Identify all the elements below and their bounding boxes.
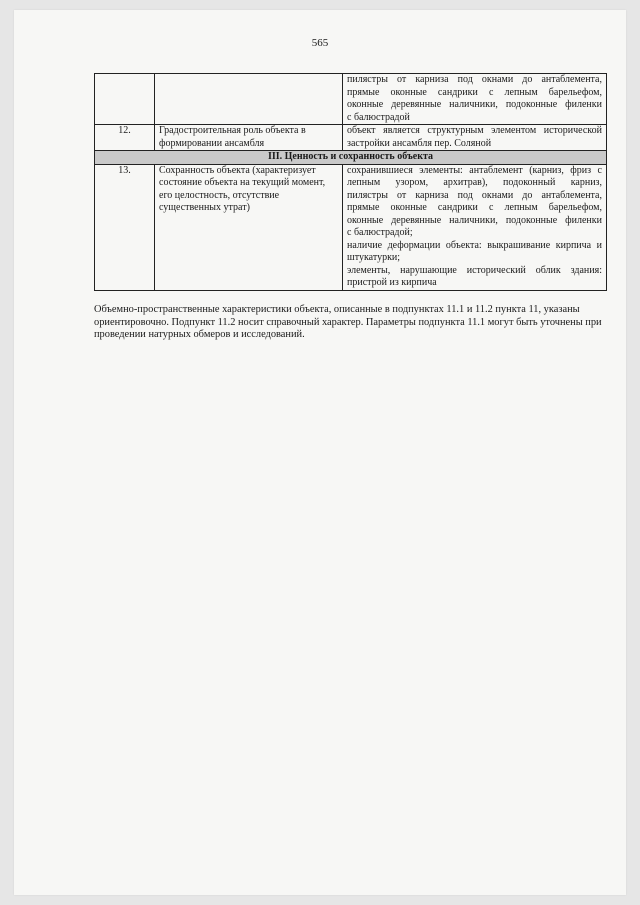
row-name xyxy=(155,74,343,125)
description-line: сохранившиеся элементы: антаблемент (карниз, фриз с xyxy=(347,164,602,176)
description-line: с балюстрадой xyxy=(347,111,410,123)
row-description xyxy=(343,164,607,290)
description-line: оконные деревянные наличники, подоконные филенки xyxy=(347,214,602,226)
description-line: лепным узором, архитрав), подоконный карниз, xyxy=(347,177,602,188)
row-number: 12. xyxy=(95,125,155,151)
section-title: III. Ценность и сохранность объекта xyxy=(95,151,607,165)
row-number: 13. xyxy=(95,164,155,290)
row-description xyxy=(343,74,607,125)
row-description xyxy=(343,125,607,151)
description-line: пилястры от карниза под окнами до антаблемента, xyxy=(347,74,602,85)
row-name: Сохранность объекта (характеризует состояние объекта на текущий момент, его целостность, отсутствие существенных утрат) xyxy=(155,164,343,290)
description-line: элементы, нарушающие исторический облик здания: xyxy=(347,264,602,276)
description-line: оконные деревянные наличники, подоконные филенки xyxy=(347,99,602,110)
table-row xyxy=(95,125,607,151)
description-line: с балюстрадой; xyxy=(347,227,413,238)
row-number xyxy=(95,74,155,125)
page-number: 565 xyxy=(311,37,329,49)
document-page xyxy=(14,10,626,895)
section-header-row xyxy=(95,151,607,165)
description-line: прямые оконные сандрики с лепным барельефом, xyxy=(347,202,602,213)
description-line: объект является структурным элементом исторической xyxy=(347,125,602,136)
footnote-paragraph: Объемно-пространственные характеристики объекта, описанные в подпунктах 11.1 и 11.2 пункта 11, указаны ориентировочно. Подпункт 11.2 носит справочный характер. Параметры подпункта 11.1 могут быть уточнены при проведении натурных обмеров и исследований. xyxy=(94,304,602,340)
row-name: Градостроительная роль объекта в формировании ансамбля xyxy=(155,125,343,151)
description-line: пристрой из кирпича xyxy=(347,277,437,288)
description-line: наличие деформации объекта: выкрашивание кирпича и xyxy=(347,239,602,251)
description-line: прямые оконные сандрики с лепным барельефом, xyxy=(347,86,602,98)
object-characteristics-table xyxy=(94,73,607,291)
description-line: пилястры от карниза под окнами до антаблемента, xyxy=(347,189,602,201)
description-line: штукатурки; xyxy=(347,252,401,263)
table-row xyxy=(95,164,607,290)
table-row xyxy=(95,74,607,125)
description-line: застройки ансамбля пер. Соляной xyxy=(347,137,492,149)
